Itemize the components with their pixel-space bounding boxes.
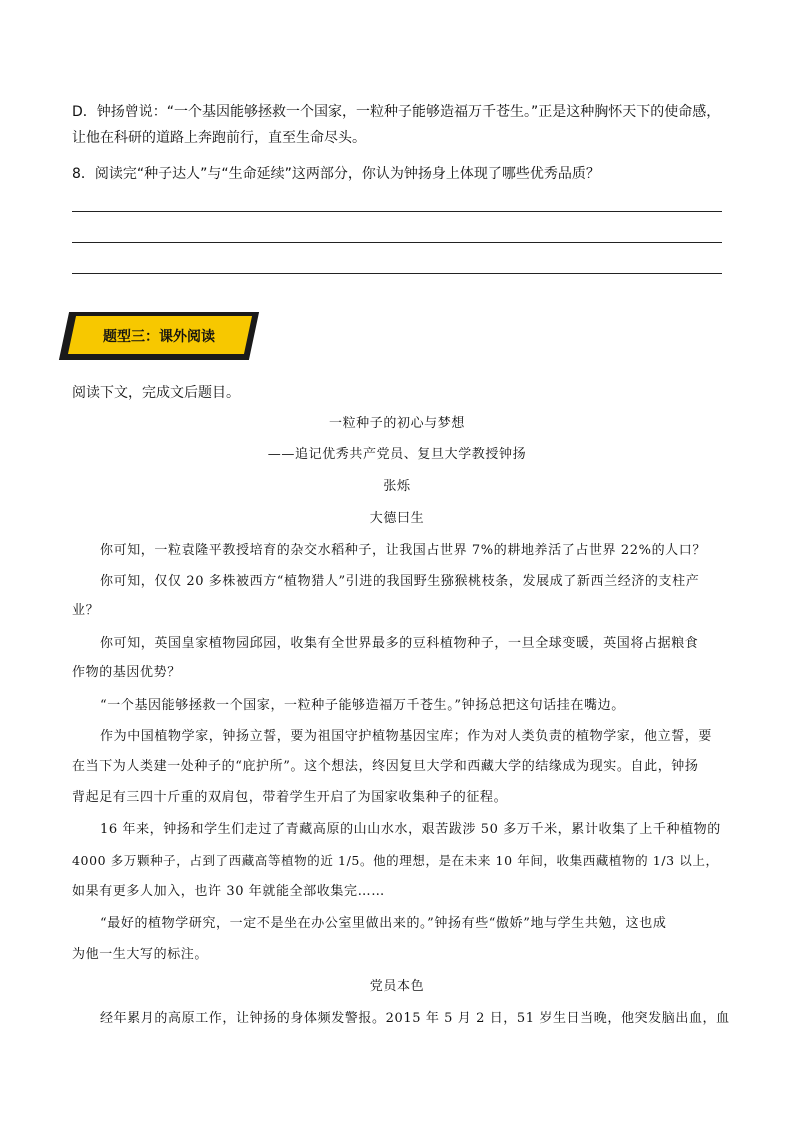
banner-label: 题型三：课外阅读 bbox=[103, 329, 215, 345]
paragraph-line: 作为中国植物学家，钟扬立誓，要为祖国守护植物基因宝库；作为对人类负责的植物学家，他立誓，要 bbox=[100, 729, 713, 744]
paragraph-line: 作物的基因优势？ bbox=[72, 665, 181, 680]
paragraph-line: 4000 多万颗种子，占到了西藏高等植物的近 1/5。他的理想，是在未来 10 年间，收集西藏植物的 1/3 以上， bbox=[72, 853, 719, 868]
paragraph-line: 如果有更多人加入，也许 30 年就能全部收集完…… bbox=[72, 884, 385, 899]
question-8: 8．阅读完“种子达人”与“生命延续”这两部分，你认为钟扬身上体现了哪些优秀品质？ bbox=[72, 166, 600, 182]
reading-instruction: 阅读下文，完成文后题目。 bbox=[72, 385, 240, 401]
paragraph-line: 在当下为人类建一处种子的“庇护所”。这个想法，终因复旦大学和西藏大学的结缘成为现实。自此，钟扬 bbox=[72, 759, 699, 774]
paragraph-line: 你可知，英国皇家植物园邱园，收集有全世界最多的豆科植物种子，一旦全球变暖，英国将占据粮食 bbox=[100, 636, 699, 651]
paragraph-line: 为他一生大写的标注。 bbox=[72, 947, 209, 962]
paragraph-line: 16 年来，钟扬和学生们走过了青藏高原的山山水水，艰苦跋涉 50 多万千米，累计收集了上千种植物的 bbox=[100, 822, 721, 837]
paragraph-line: 背起足有三四十斤重的双肩包，带着学生开启了为国家收集种子的征程。 bbox=[72, 790, 508, 805]
paragraph-line: 业？ bbox=[72, 603, 100, 618]
article-author: 张烁 bbox=[383, 479, 411, 494]
answer-line-2 bbox=[72, 242, 722, 243]
article-title: 一粒种子的初心与梦想 bbox=[328, 416, 465, 431]
section-heading-1: 大德曰生 bbox=[369, 511, 425, 526]
paragraph-line: 你可知，仅仅 20 多株被西方“植物猎人”引进的我国野生猕猴桃枝条，发展成了新西兰经济的支柱产 bbox=[100, 574, 700, 589]
paragraph-line: “一个基因能够拯救一个国家，一粒种子能够造福万千苍生。”钟扬总把这句话挂在嘴边。 bbox=[100, 698, 625, 713]
section-banner bbox=[64, 312, 254, 360]
section-heading-2: 党员本色 bbox=[369, 979, 425, 994]
paragraph-line: “最好的植物学研究，一定不是坐在办公室里做出来的。”钟扬有些“傲娇”地与学生共勉，这也成 bbox=[100, 916, 667, 931]
answer-line-1 bbox=[72, 211, 722, 212]
option-d-line-2: 让他在科研的道路上奔跑前行，直至生命尽头。 bbox=[72, 130, 366, 146]
answer-line-3 bbox=[72, 273, 722, 274]
paragraph-line: 你可知，一粒袁隆平教授培育的杂交水稻种子，让我国占世界 7%的耕地养活了占世界 22%的人口？ bbox=[100, 543, 706, 558]
option-d-line-1: D．钟扬曾说：“一个基因能够拯救一个国家，一粒种子能够造福万千苍生。”正是这种胸怀天下的使命感， bbox=[72, 104, 721, 120]
paragraph-line: 经年累月的高原工作，让钟扬的身体频发警报。2015 年 5 月 2 日，51 岁生日当晚，他突发脑出血，血 bbox=[100, 1011, 730, 1026]
article-subtitle: ——追记优秀共产党员、复旦大学教授钟扬 bbox=[267, 447, 527, 462]
